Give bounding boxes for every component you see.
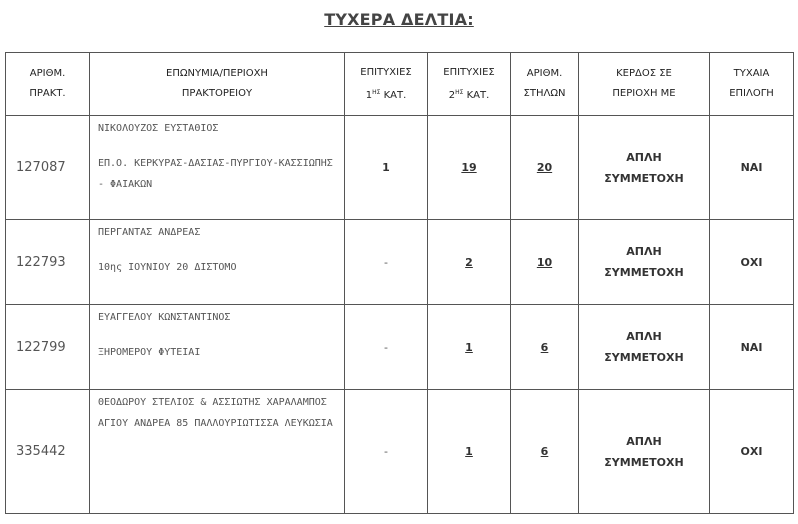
columns-count-cell	[511, 390, 579, 514]
gain-text: ΣΥΜΜΕΤΟΧΗ	[604, 266, 684, 279]
header-wins-second-category	[428, 53, 511, 116]
gain-area	[579, 220, 710, 305]
agency-name: ΠΕΡΓΑΝΤΑΣ ΑΝΔΡΕΑΣ	[98, 227, 201, 238]
winning-tickets-table	[5, 52, 794, 514]
table-row	[6, 220, 794, 305]
agency-name: ΕΥΑΓΓΕΛΟΥ ΚΩΝΣΤΑΝΤΙΝΟΣ	[98, 312, 231, 323]
header-text: ΠΡΑΚΤ.	[29, 88, 66, 99]
header-superscript: ΗΣ	[455, 88, 464, 96]
table-row	[6, 390, 794, 514]
wins-second-category-link[interactable]: 1	[465, 340, 473, 354]
gain-text: ΑΠΛΗ	[626, 434, 662, 448]
agency-cell	[90, 305, 345, 390]
columns-count-link[interactable]: 6	[540, 445, 549, 458]
gain-area	[579, 390, 710, 514]
header-text: ΑΡΙΘΜ.	[29, 68, 66, 79]
header-text: ΚΑΤ.	[383, 89, 407, 101]
agency-code: 122799	[6, 305, 90, 390]
gain-area	[579, 116, 710, 220]
wins-second-category-cell	[428, 220, 511, 305]
header-text: ΚΑΤ.	[466, 89, 490, 101]
header-columns-count	[511, 53, 579, 116]
header-agency-code	[6, 53, 90, 116]
header-text: ΕΠΙΤΥΧΙΕΣ	[360, 66, 412, 78]
agency-cell	[90, 220, 345, 305]
wins-second-category-cell	[428, 305, 511, 390]
agency-code: 127087	[6, 116, 90, 220]
agency-area: 10ης ΙΟΥΝΙΟΥ 20 ΔΙΣΤΟΜΟ	[98, 262, 237, 273]
header-agency-name	[90, 53, 345, 116]
header-superscript: ΗΣ	[372, 88, 381, 96]
gain-text: ΑΠΛΗ	[626, 150, 662, 164]
columns-count-cell	[511, 305, 579, 390]
agency-code: 122793	[6, 220, 90, 305]
wins-first-category: -	[345, 305, 428, 390]
table-row	[6, 116, 794, 220]
header-text: ΕΠΩΝΥΜΙΑ/ΠΕΡΙΟΧΗ	[166, 68, 268, 79]
random-selection: ΝΑΙ	[710, 116, 794, 220]
header-text: ΤΥΧΑΙΑ	[733, 68, 770, 79]
header-gain-area	[579, 53, 710, 116]
header-text: ΚΕΡΔΟΣ ΣΕ	[616, 68, 672, 79]
header-random-selection	[710, 53, 794, 116]
table-row	[6, 305, 794, 390]
header-wins-first-category	[345, 53, 428, 116]
gain-text: ΑΠΛΗ	[626, 330, 662, 343]
wins-second-category-link[interactable]: 1	[465, 445, 473, 458]
agency-name: ΘΕΟΔΩΡΟΥ ΣΤΕΛΙΟΣ & ΑΣΣΙΩΤΗΣ ΧΑΡΑΛΑΜΠΟΣ	[98, 397, 327, 408]
agency-area: ΕΠ.Ο. ΚΕΡΚΥΡΑΣ-ΔΑΣΙΑΣ-ΠΥΡΓΙΟΥ-ΚΑΣΣΙΩΠΗΣ - ΦΑΙΑΚΩΝ	[98, 158, 333, 190]
agency-area: ΑΓΙΟΥ ΑΝΔΡΕΑ 85 ΠΑΛΛΟΥΡΙΩΤΙΣΣΑ ΛΕΥΚΩΣΙΑ	[98, 418, 333, 429]
wins-second-category-cell	[428, 116, 511, 220]
header-text: ΕΠΙΤΥΧΙΕΣ	[443, 66, 495, 78]
header-text: ΕΠΙΛΟΓΗ	[729, 88, 774, 99]
table-header-row	[6, 53, 794, 116]
random-selection: ΟΧΙ	[710, 220, 794, 305]
header-text: ΣΤΗΛΩΝ	[523, 88, 566, 99]
random-selection: ΝΑΙ	[710, 305, 794, 390]
columns-count-link[interactable]: 6	[540, 340, 549, 354]
wins-second-category-cell	[428, 390, 511, 514]
gain-text: ΣΥΜΜΕΤΟΧΗ	[604, 171, 684, 185]
columns-count-link[interactable]: 10	[536, 255, 553, 269]
wins-second-category-link[interactable]: 2	[465, 255, 473, 269]
agency-area: ΞΗΡΟΜΕΡΟΥ ΦΥΤΕΙΑΙ	[98, 347, 201, 358]
columns-count-cell	[511, 116, 579, 220]
agency-name: ΝΙΚΟΛΟΥΖΟΣ ΕΥΣΤΑΘΙΟΣ	[98, 123, 219, 134]
random-selection: ΟΧΙ	[710, 390, 794, 514]
agency-code: 335442	[6, 390, 90, 514]
header-text: 1	[365, 89, 373, 101]
gain-text: ΣΥΜΜΕΤΟΧΗ	[604, 455, 684, 469]
header-text: ΠΕΡΙΟΧΗ ΜΕ	[612, 88, 676, 99]
gain-area	[579, 305, 710, 390]
agency-cell	[90, 116, 345, 220]
agency-cell	[90, 390, 345, 514]
page-title: ΤΥΧΕΡΑ ΔΕΛΤΙΑ:	[324, 10, 474, 29]
columns-count-link[interactable]: 20	[536, 161, 553, 174]
wins-second-category-link[interactable]: 19	[461, 161, 477, 174]
wins-first-category: -	[345, 220, 428, 305]
header-text: ΠΡΑΚΤΟΡΕΙΟΥ	[181, 88, 253, 99]
gain-text: ΑΠΛΗ	[626, 245, 662, 258]
header-text: 2	[448, 89, 456, 101]
gain-text: ΣΥΜΜΕΤΟΧΗ	[604, 351, 684, 364]
wins-first-category: 1	[345, 116, 428, 220]
wins-first-category: -	[345, 390, 428, 514]
columns-count-cell	[511, 220, 579, 305]
header-text: ΑΡΙΘΜ.	[526, 68, 563, 79]
